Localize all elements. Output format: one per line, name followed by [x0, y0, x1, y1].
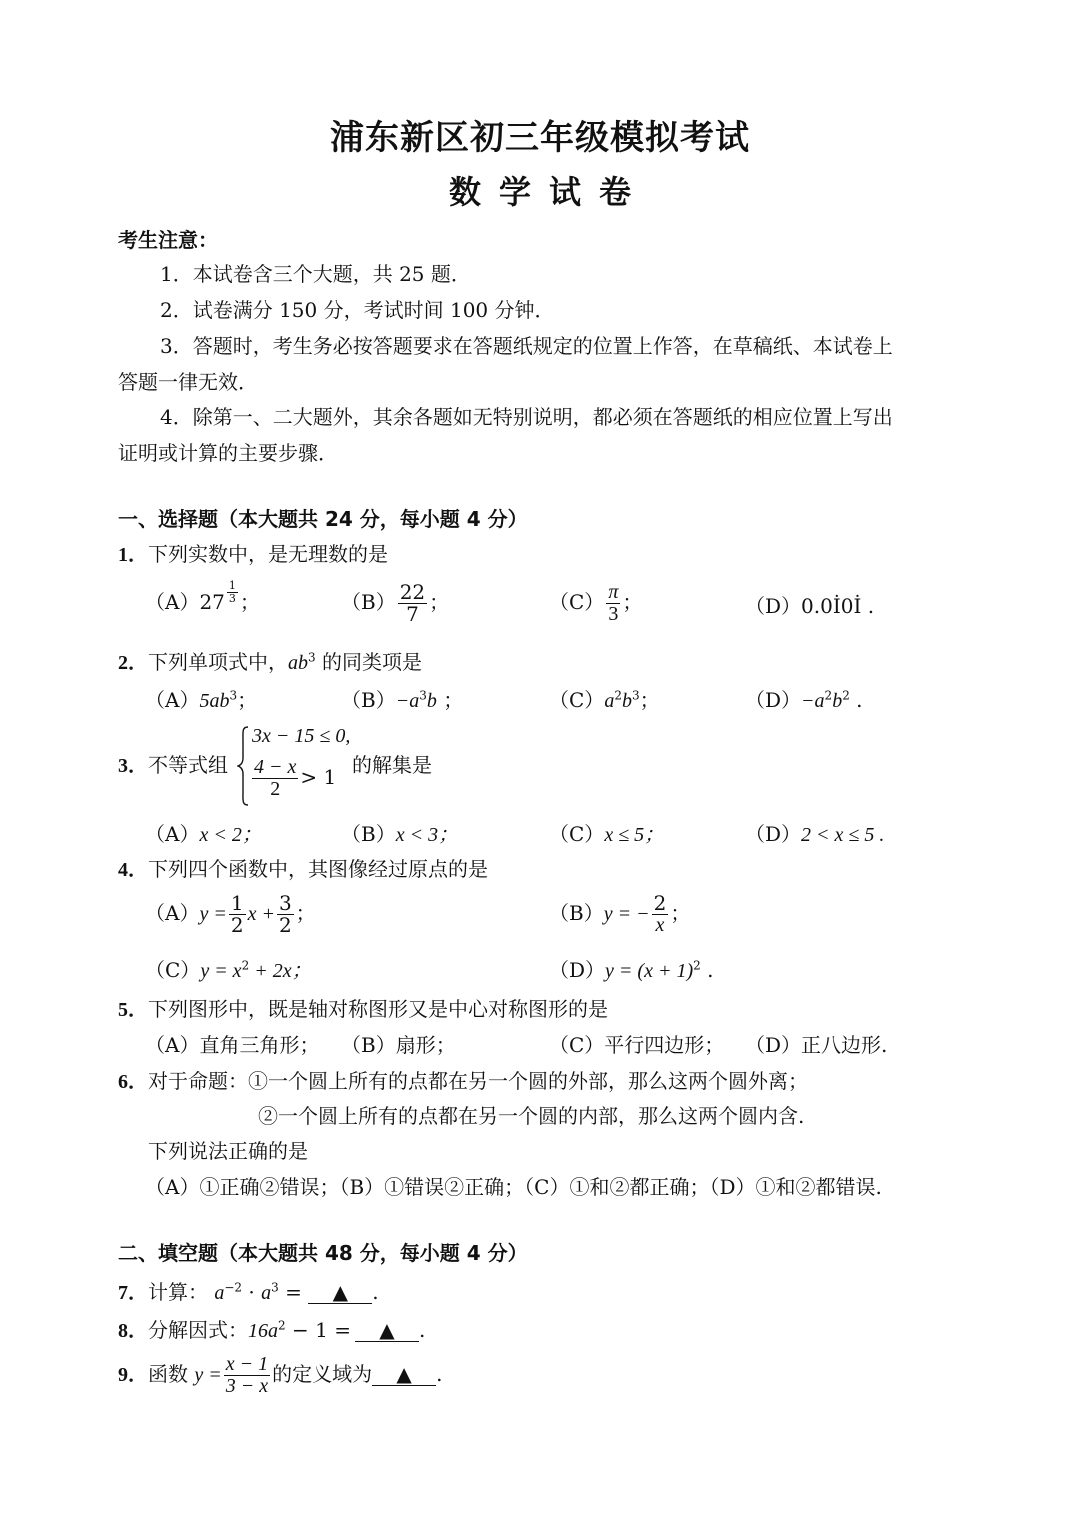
option-label: （A）	[145, 590, 200, 614]
answer-blank[interactable]: ▲	[372, 1363, 436, 1386]
option-label: （C）	[549, 590, 605, 614]
q3-inequality-1: 3x − 15 ≤ 0,	[252, 725, 351, 747]
fraction: $\frac{x - 1}{3 - x}$	[225, 1353, 269, 1397]
question-7: 7．计算： $a^{-2} \cdot a^3$ = ▲ .	[118, 1280, 379, 1304]
question-2: 2．下列单项式中，$ab^3$ 的同类项是	[118, 650, 422, 674]
q2-option-b: $(B)-a^3b$ ；	[341, 688, 464, 712]
section2-heading: 二、填空题（本大题共 48 分，每小题 4 分）	[118, 1241, 528, 1265]
q5-option-d: （D）正八边形.	[745, 1033, 888, 1057]
question-6-line2: ②一个圆上所有的点都在另一个圆的内部，那么这两个圆内含.	[258, 1104, 805, 1128]
q3-option-d: （D）2 < x ≤ 5 .	[745, 822, 885, 846]
section1-heading: 一、选择题（本大题共 24 分，每小题 4 分）	[118, 507, 528, 531]
q1-option-a: （A）27 $\frac{1}{3}$ ；	[145, 579, 260, 614]
notice-item-1: 1．本试卷含三个大题，共 25 题．	[160, 262, 471, 286]
q1-option-d	[745, 594, 874, 618]
option-label: （B）	[341, 590, 396, 614]
q3-option-c: （C）x ≤ 5；	[549, 822, 665, 846]
answer-blank[interactable]: ▲	[355, 1319, 419, 1342]
question-5: 5．下列图形中，既是轴对称图形又是中心对称图形的是	[118, 997, 608, 1021]
question-3: 3．不等式组	[118, 753, 228, 777]
option-text: 0.0İ0İ .	[801, 594, 875, 618]
q1-option-b: （B） $\frac{22}{7}$ ；	[341, 580, 450, 626]
q4-option-c: $(C)y = x^2 + 2x$；	[145, 958, 312, 982]
q5-option-a: （A）直角三角形；	[145, 1033, 320, 1057]
fraction: $\frac{3}{2}$	[278, 891, 292, 937]
notice-heading: 考生注意：	[118, 228, 218, 252]
notice-item-4: 4．除第一、二大题外，其余各题如无特别说明，都必须在答题纸的相应位置上写出	[160, 405, 893, 429]
q2-option-c: $(C)a^2b^3$；	[549, 688, 660, 712]
exam-title: 浦东新区初三年级模拟考试	[330, 118, 750, 158]
question-8: 8．分解因式：$16a^2 - 1$ = ▲ .	[118, 1318, 426, 1342]
q2-option-d: $(D)-a^2b^2$ .	[745, 688, 863, 712]
notice-item-3-cont: 答题一律无效．	[118, 370, 258, 394]
fraction: $\frac{1}{2}$	[230, 891, 244, 937]
notice-item-2: 2．试卷满分 150 分，考试时间 100 分钟．	[160, 298, 555, 322]
fraction: $\frac{2}{x}$	[653, 891, 667, 936]
brace-icon	[237, 726, 249, 806]
q1-option-c: （C） $\frac{\pi}{3}$ ；	[549, 581, 643, 625]
question-9: 9．函数 y = $\frac{x - 1}{3 - x}$ 的定义域为 ▲ .	[118, 1353, 443, 1397]
fraction: $\frac{\pi}{3}$	[608, 581, 619, 625]
question-6: 6．对于命题：①一个圆上所有的点都在另一个圆的外部，那么这两个圆外离；	[118, 1069, 808, 1093]
notice-item-3: 3．答题时，考生务必按答题要求在答题纸规定的位置上作答，在草稿纸、本试卷上	[160, 334, 893, 358]
fraction: $\frac{22}{7}$	[399, 580, 426, 626]
notice-item-4-cont: 证明或计算的主要步骤．	[118, 441, 338, 465]
option-label: （D）	[745, 594, 802, 618]
q3-option-a: （A）x < 2；	[145, 822, 262, 846]
question-stem: 下列实数中，是无理数的是	[148, 542, 388, 566]
exam-subtitle: 数学试卷	[448, 173, 649, 211]
question-4: 4．下列四个函数中，其图像经过原点的是	[118, 857, 488, 881]
q3-inequality-2: $\frac{4 - x}{2}$ > 1	[254, 756, 337, 800]
q4-option-b: （B）y = − $\frac{2}{x}$ ；	[549, 891, 691, 936]
q2-option-a: $(A)5ab^3$；	[145, 688, 258, 712]
q5-option-c: （C）平行四边形；	[549, 1033, 725, 1057]
option-base: 27	[199, 590, 225, 614]
answer-blank[interactable]: ▲	[308, 1281, 372, 1304]
exponent-fraction: $\frac{1}{3}$	[228, 579, 236, 605]
question-6-line3: 下列说法正确的是	[148, 1139, 308, 1163]
q6-options: （A）①正确②错误；（B）①错误②正确；（C）①和②都正确；（D）①和②都错误.	[145, 1175, 882, 1199]
question-1	[118, 542, 388, 567]
q5-option-b: （B）扇形；	[341, 1033, 456, 1057]
q4-option-d: $(D)y = (x + 1)^2$ .	[549, 958, 714, 982]
question-number: 1．	[118, 544, 148, 566]
q4-option-a: （A）y = $\frac{1}{2}$ x + $\frac{3}{2}$ ；	[145, 891, 316, 937]
q3-option-b: （B）x < 3；	[341, 822, 459, 846]
fraction: $\frac{4 - x}{2}$	[254, 756, 297, 800]
q3-stem-post: 的解集是	[352, 753, 432, 777]
